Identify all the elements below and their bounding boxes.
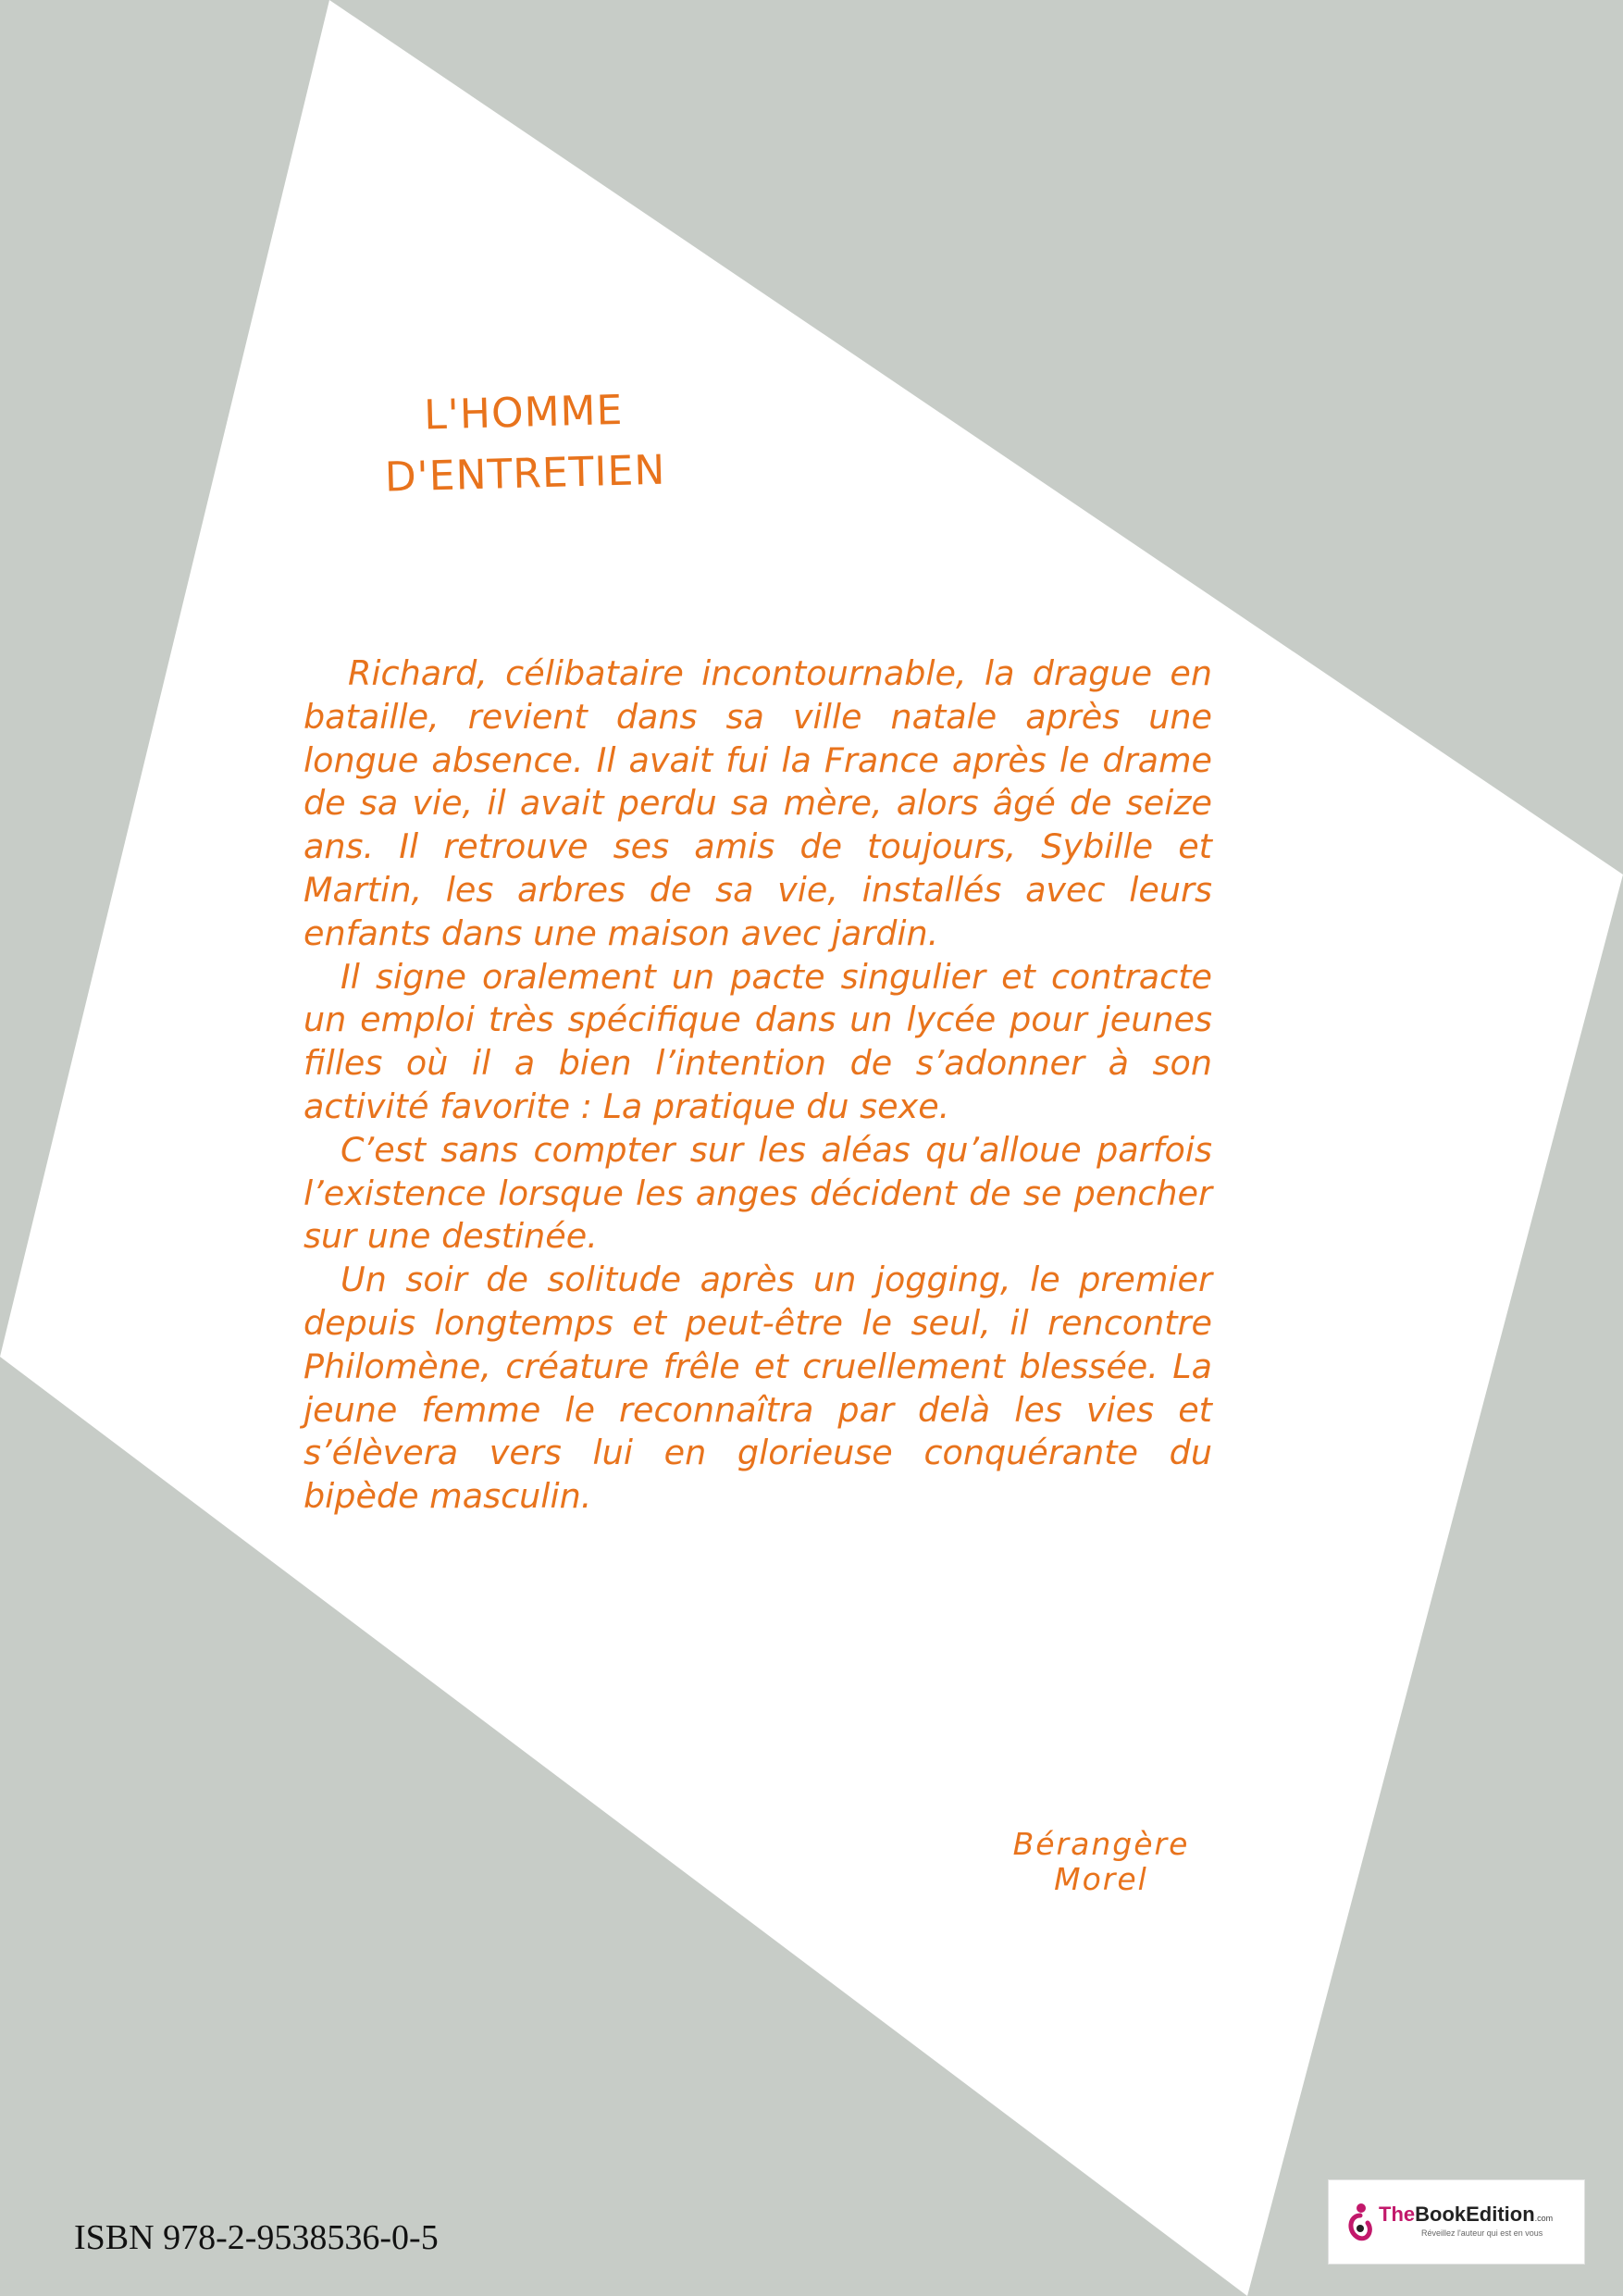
publisher-name-the: The: [1379, 2203, 1416, 2226]
blurb-paragraph: Richard, célibataire incontournable, la drague en bataille, revient dans sa ville natale après une longue absence. Il avait fui la France après le drame de sa vie, il avait perdu sa mère, alors âgé de seize ans. Il retrouve ses amis de toujours, Sybille et Martin, les arbres de sa vie, installés avec leurs enfants dans une maison avec jardin.: [304, 653, 1212, 953]
publisher-logo-icon: [1345, 2201, 1375, 2241]
book-title: L'HOMME D'ENTRETIEN: [384, 386, 666, 502]
back-cover-blurb: [304, 652, 1212, 1519]
publisher-name-com: .com: [1534, 2214, 1554, 2223]
publisher-name: [1379, 2203, 1553, 2230]
isbn-number: ISBN 978-2-9538536-0-5: [74, 2218, 439, 2257]
publisher-tagline: Réveillez l'auteur qui est en vous: [1421, 2228, 1543, 2238]
publisher-name-book: BookEdition: [1415, 2203, 1535, 2226]
blurb-paragraph: C’est sans compter sur les aléas qu’alloue parfois l’existence lorsque les anges décident de se pencher sur une destinée.: [304, 1129, 1212, 1257]
publisher-logo: [1328, 2179, 1585, 2265]
blurb-paragraph: Un soir de solitude après un jogging, le premier depuis longtemps et peut-être le seul, il rencontre Philomène, créature frêle et cruellement blessée. La jeune femme le reconnaîtra par delà les vies et s’élèvera vers lui en glorieuse conquérante du bipède masculin.: [304, 1260, 1212, 1517]
author-name: Bérangère Morel: [1012, 1826, 1190, 1897]
blurb-paragraph: Il signe oralement un pacte singulier et contracte un emploi très spécifique dans un lycée pour jeunes filles où il a bien l’intention de s’adonner à son activité favorite : La pratique du sexe.: [304, 956, 1212, 1126]
